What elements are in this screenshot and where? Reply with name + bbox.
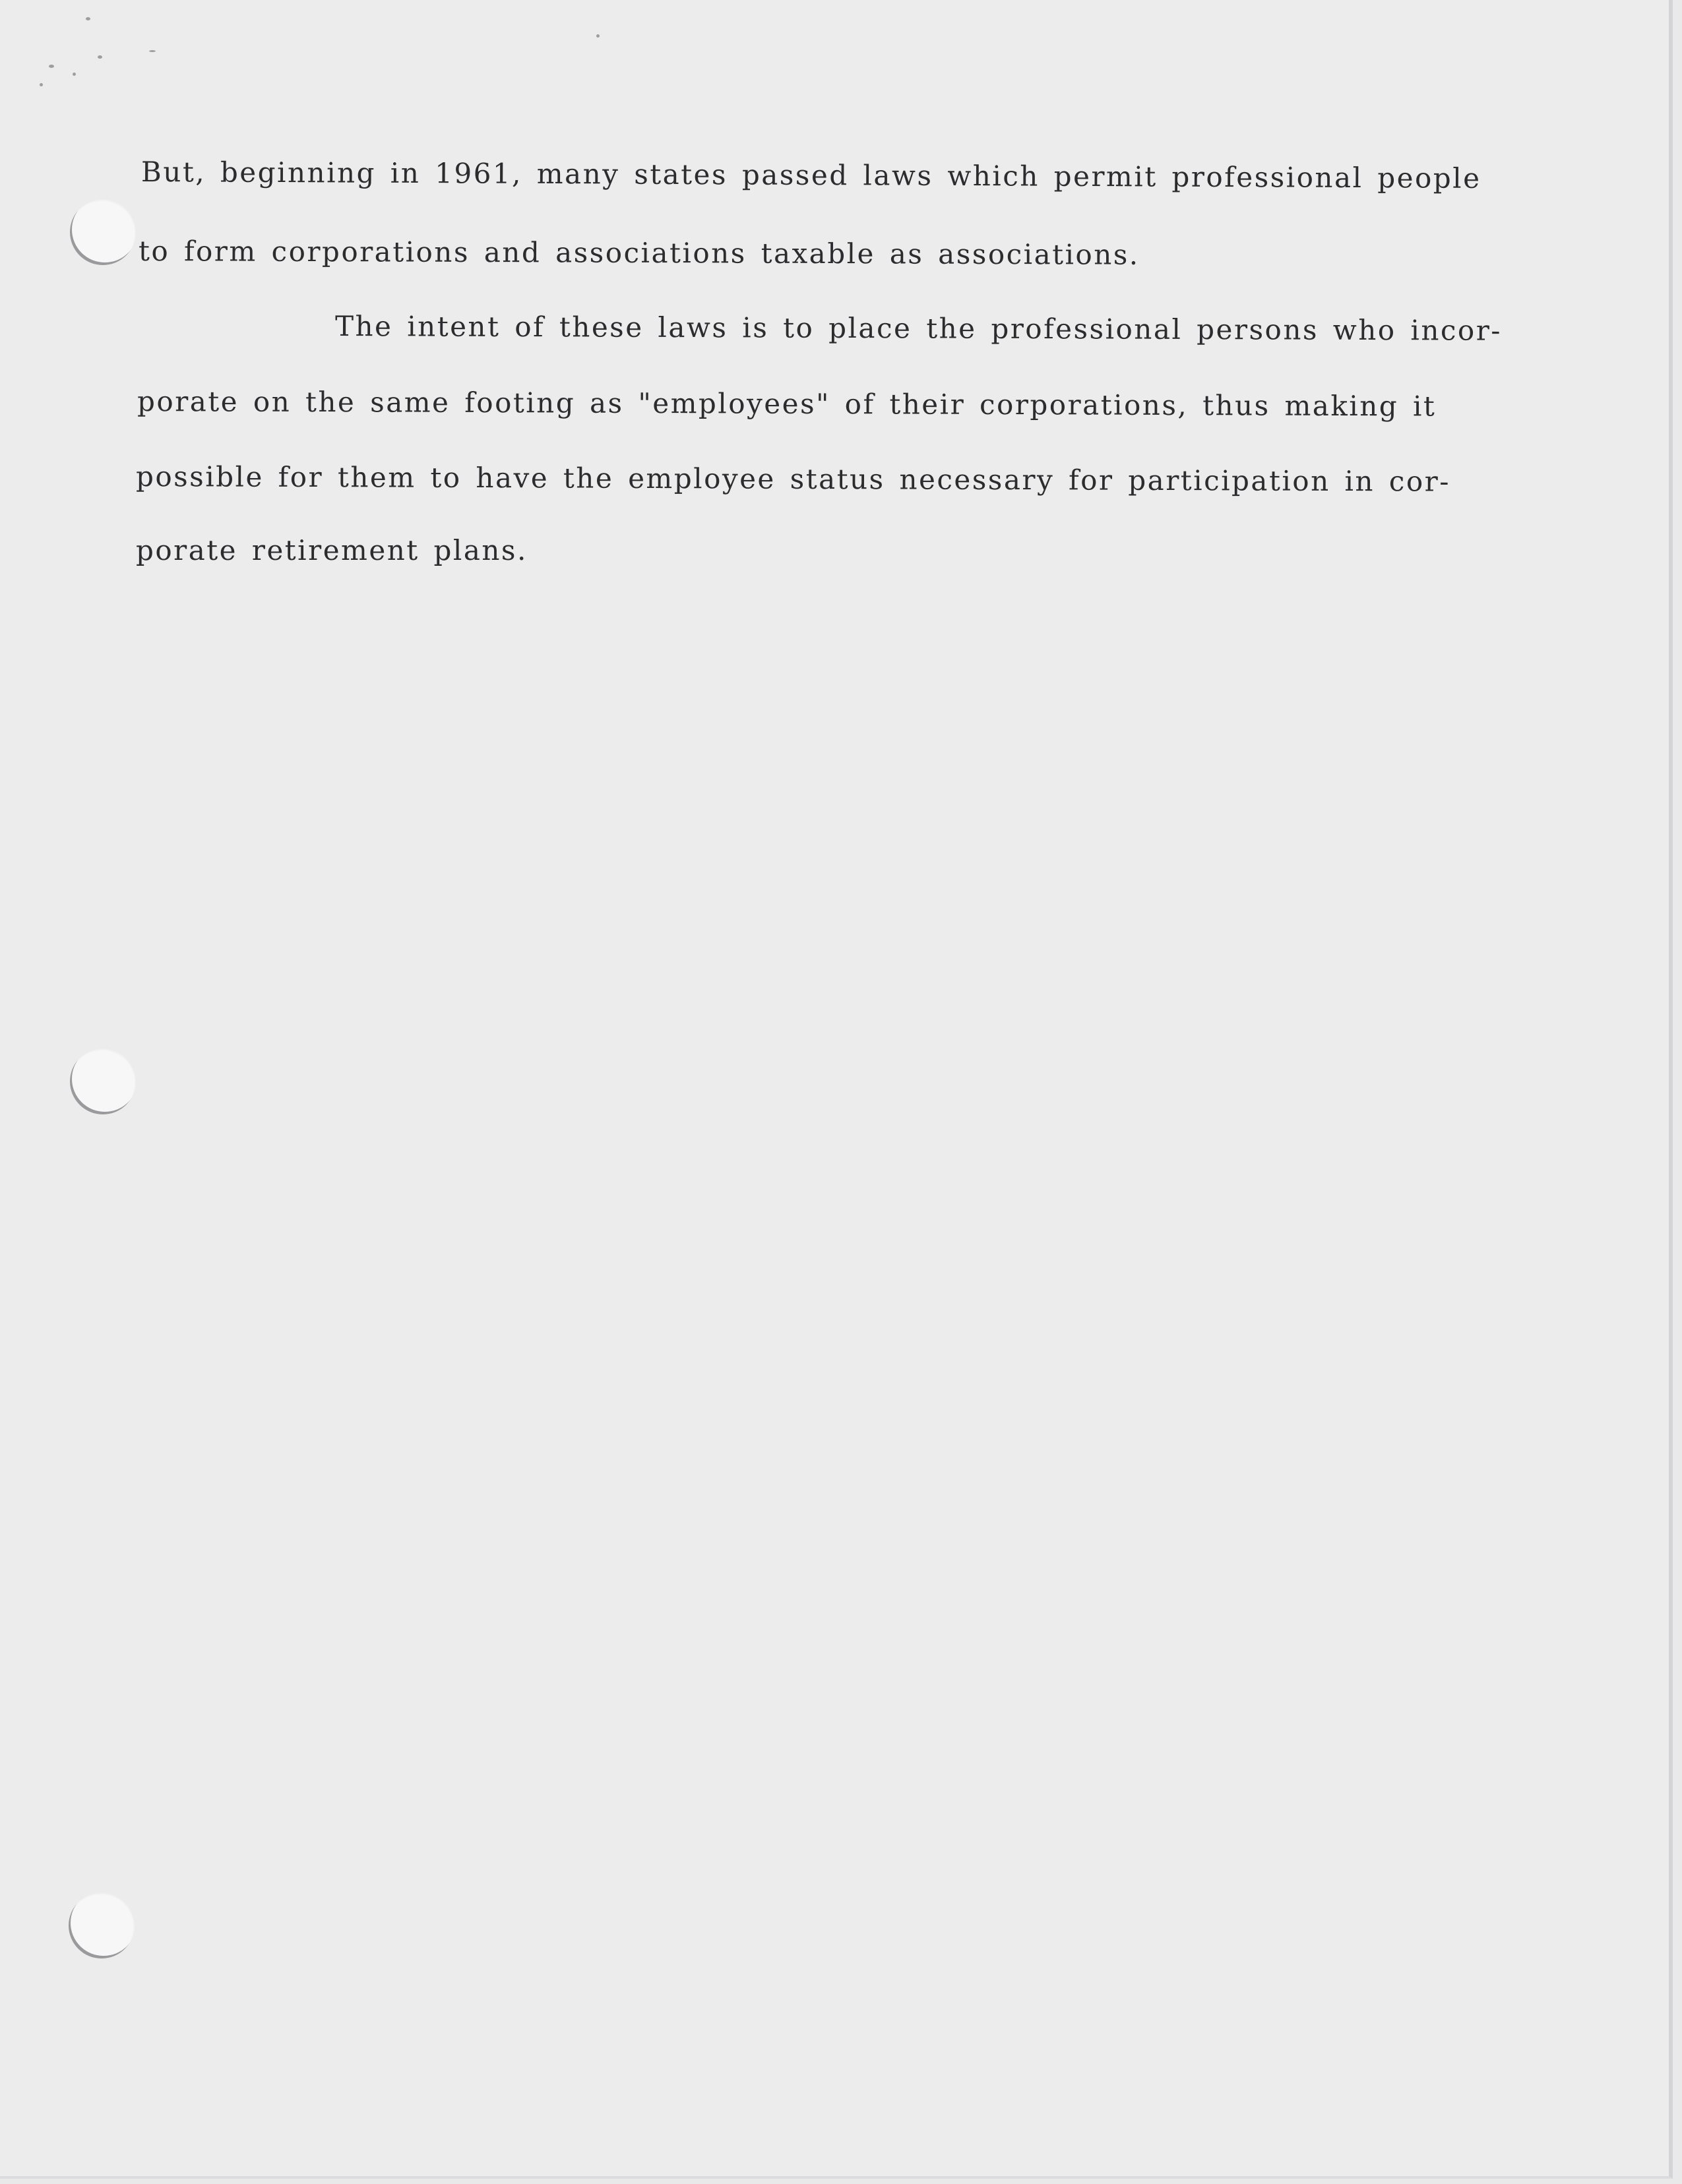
paragraph-1-line-2: to form corporations and associations taxable as associations. [138,235,1140,271]
paper-speck [40,83,43,86]
paper-speck [596,34,600,38]
paper-speck [86,17,90,20]
paper-speck [149,50,156,52]
punch-hole [69,1893,135,1958]
paragraph-2-line-2: porate on the same footing as "employees" of their corporations, thus making it [137,385,1437,423]
paragraph-2-line-4: porate retirement plans. [136,534,528,566]
paper-speck [98,55,102,59]
punch-hole [70,199,136,265]
paragraph-2-line-3: possible for them to have the employee status necessary for participation in cor- [135,460,1451,498]
paper-speck [73,73,76,76]
punch-hole [70,1048,136,1114]
paper-speck [49,65,54,68]
paragraph-1-line-1: But, beginning in 1961, many states passed laws which permit professional people [140,156,1481,195]
paragraph-2-line-1: The intent of these laws is to place the professional persons who incor- [334,310,1503,347]
